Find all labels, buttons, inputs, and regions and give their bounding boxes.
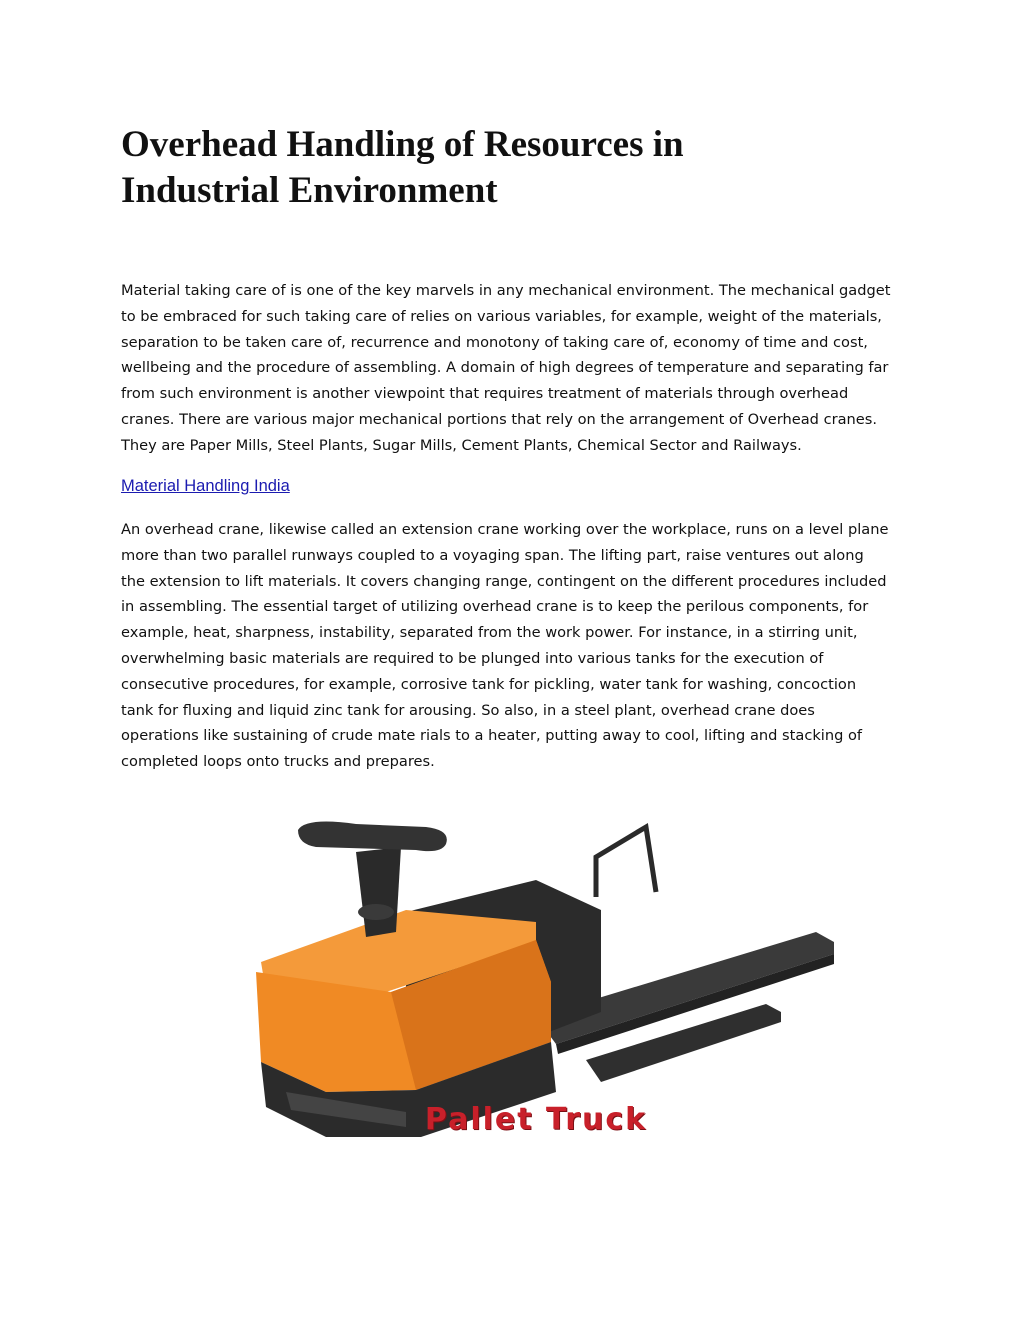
paragraph-line: consecutive procedures, for example, corrosive tank for pickling, water tank for washing, concoction	[121, 675, 857, 693]
paragraph-line: in assembling. The essential target of utilizing overhead crane is to keep the perilous components, for	[121, 598, 869, 616]
paragraph-line: An overhead crane, likewise called an extension crane working over the workplace, runs on a level plane	[121, 521, 889, 538]
material-handling-link[interactable]: Material Handling India	[121, 477, 290, 495]
pallet-truck-figure	[206, 792, 866, 1164]
paragraph-line: operations like sustaining of crude mate rials to a heater, putting away to cool, lifting and stacking of	[121, 727, 863, 745]
paragraph-line: cranes. There are various major mechanical portions that rely on the arrangement of Overhead cranes.	[121, 410, 878, 428]
image-caption: Pallet Truck	[424, 1102, 648, 1137]
paragraph-line: example, heat, sharpness, instability, separated from the work power. For instance, in a stirring unit,	[121, 624, 858, 642]
document-title	[121, 122, 881, 214]
paragraph-line: the extension to lift materials. It covers changing range, contingent on the different procedures included	[121, 572, 887, 590]
paragraph-line: overwhelming basic materials are required to be plunged into various tanks for the execution of	[121, 649, 824, 667]
tiller-handle	[298, 822, 447, 852]
paragraph-line: from such environment is another viewpoint that requires treatment of materials through overhead	[121, 385, 849, 403]
paragraph-line: wellbeing and the procedure of assembling. A domain of high degrees of temperature and separating far	[121, 359, 889, 377]
intro-paragraph	[121, 278, 921, 459]
paragraph-line: separation to be taken care of, recurrence and monotony of taking care of, economy of time and cost,	[121, 333, 868, 351]
paragraph-line: to be embraced for such taking care of relies on various variables, for example, weight of the materials,	[121, 307, 882, 325]
paragraph-line: Material taking care of is one of the key marvels in any mechanical environment. The mechanical gadget	[121, 282, 891, 299]
title-line: Industrial Environment	[121, 170, 498, 211]
tiller-base	[358, 904, 394, 920]
paragraph-line: tank for fluxing and liquid zinc tank for arousing. So also, in a steel plant, overhead crane does	[121, 701, 815, 719]
paragraph-line: They are Paper Mills, Steel Plants, Sugar Mills, Cement Plants, Chemical Sector and Railways.	[121, 436, 802, 454]
paragraph-line: more than two parallel runways coupled to a voyaging span. The lifting part, raise ventures out along	[121, 546, 864, 564]
tiller-arm	[356, 847, 401, 937]
title-line: Overhead Handling of Resources in	[121, 124, 684, 165]
crane-paragraph	[121, 517, 921, 775]
backrest-frame	[596, 827, 656, 897]
paragraph-line: completed loops onto trucks and prepares.	[121, 753, 435, 771]
